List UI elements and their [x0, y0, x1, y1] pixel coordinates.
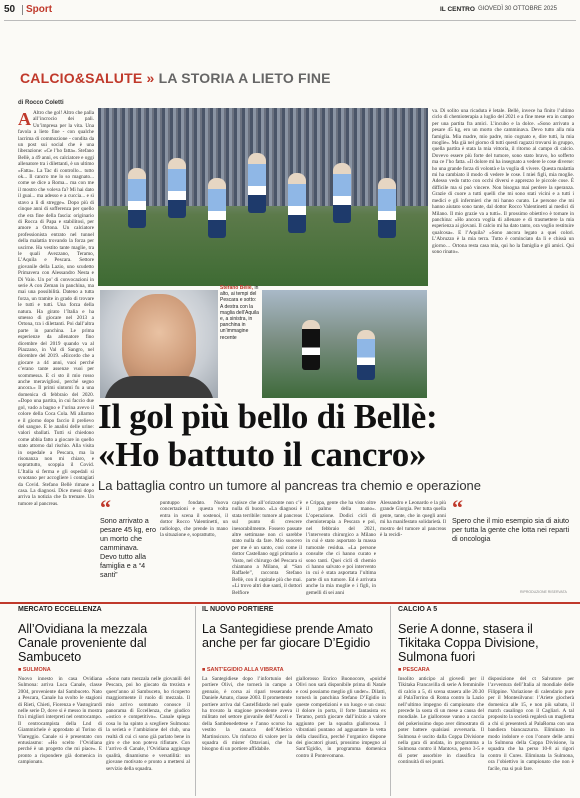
- brief-3-section: CALCIO A 5: [398, 606, 438, 613]
- player-figure: [333, 163, 351, 223]
- pull-quote-1: [100, 495, 156, 579]
- header-separator: [22, 5, 23, 15]
- player-figure: [357, 330, 375, 380]
- caption-text: in alto, ai tempi del Pescara e sotto: A destra con la maglia dell’Aquila e, a sinistra, in panchina in un’immagine recente: [220, 285, 259, 341]
- body-text-col1: Altro che gol! Altro che palla all’incrocio dei pali. Un’impresa per la vita. Una favola a lieto fine - con qualche lacrima di commozione - condita da un post sui social che è una liberazione: «Ce l’ho fatta». Stefano Bellè, a 49 anni, ex calciatore e oggi allenatore tra i dilettanti, è un ultimo «Fatta». La Tac di controllo... tutto ok... Il cancro me lo so magnato... come se dice a Roma... ma con me il mostro che voleva fa? Mi hai dato il guai... ma adesso e a cuccia... e sì stavo a lì di stregge». Dopo più di cinque anni di sofferenza per quello che era fine della fascia: originario di Rocca di Papa e stabilitosi, per amore a Ortona. Un calciatore professionista entrato nel tunnel della malattia trovando la forza per uscirne. Ha vestito tante maglie, tra le quali Avezzano, Teramo, L’Aquila e Pescara. Settore giovanile della Lazio, uno scudetto Primavera con Alessandro Nesta e Di Vaio. Un po’ di convocazioni in serie A con Zeman in panchina, ma mai una possibilità. Dateno a tutta forza, un tramite in grado di trovare le tutti e tutti. Una forza della natura. Ha girato l’Italia e ha smesso di giocare nel 2013 a Ortona, tra i dilettanti. Poi dall’altra parte in panchina. Le prima esperienze da allenatore fino dicembre del 2019 quando va al Piazzano, in Val di Sangro, nel dicembre del 2019. «Ricordo che a giocare a 44 anni, vuoi perché c’erano tante assenze vuoi per scommessa. E ci sto il mio rosso anche meravigliosi, perché segno ancora.» Il primi sintomi fu a una domenica di febbraio del 2020. «Dopo una partita, in cui faccio due gol, vado a bagno e l’urina avevo il colore della Coca Cola. Mi allarmo e il giorno dopo faccio il prelievo del sangue. E le analisi delle urine: valori sballati. Tutti si chiedono come abbia fatto a giocare in quello stato attorno dal rischio. Alla visita in ospedale a Pescara, ma la risonanza non mi chiaro, e soprattutto, scoppia il Covid. L’Italia si ferma e gli ospedali si svuotano per accogliere i contagiati da Covid. Stefano Bellè rimane a casa. La diagnosi. Dice messi dopo arriva la notizia che fa tremare. Un tumore al pancreas.: [18, 110, 94, 507]
- column-divider: [195, 606, 196, 796]
- headline-line-2: «Ho battuto il cancro»: [98, 435, 427, 474]
- brief-2-col-1: La Santegidiese dopo l’infortunio del portiere Olivi, che tornerà in campo a gennaio, è corsa ai ripari tesserando Daniele Amato, classe 2003. Il promettente portiere arriva dal Castelfidardo nel quale ha trovato la stagione precedente aveva militato nel settore giovanile dell’Ascoli e della Sambenedettese e l’anno scorso ha vestito la casacca dell’Atletico Martinsicuro. Un rinforzo di valore per la squadra di mister Ottaviani, che ha bisogno di un portiere affidabile.: [202, 676, 292, 753]
- brief-1-location: ■ SULMONA: [18, 667, 51, 673]
- kicker-separator: »: [146, 70, 155, 86]
- brief-1-section: MERCATO ECCELLENZA: [18, 606, 102, 613]
- player-figure: [378, 178, 396, 238]
- player-figure: [302, 320, 320, 370]
- kicker-topic: CALCIO&SALUTE: [20, 70, 143, 86]
- photo-caption: [220, 285, 260, 341]
- brief-1-col-1: Nuovo innesto in casa Ovidiana Sulmona: arriva Luca Canale, classe 2004, proveniente dal Sambuceto. Nato a Pescara, Canale ha svolto le stagioni di Rieti, Chieti, Fiorenza e Vastogirardi nelle serie D, dove si è messo in mostra fra i migliori interpreti nel centrocampo. Il centrocampista della Lnd di Giammichele è approdato al Torino di Viareggio. Canale si è presentato con entusiasmo: «Ho scelto l’Ovidiana perché è un progetto che mi piace». E pronto a rispondere già domenica in campionato.: [18, 676, 102, 766]
- headline-line-1: Il gol più bello di Bellè:: [98, 397, 438, 436]
- shirt: [104, 376, 214, 398]
- subheadline: La battaglia contro un tumore al pancreas tra chemio e operazione: [98, 478, 482, 493]
- article-kicker: [20, 70, 331, 86]
- body-column-1: [18, 110, 94, 598]
- brief-2-col-2: giallorosso Enrico Buonocore, «poiché Olivi non sarà disponibile prima di Natale e così possiamo meglio gli under». Dilatti, tornerà in panchina Stefano D’Egidio in queste competizioni e un luogo e un cosa: il dolore in porta, il forte fantasista ex Teramo, potrà giocare dall’inizio a valore aggiunto per la squadra giallorossa. I vibratiani puntano ad agguantare la vetta della classifica, perché l’organico dispone dei giocatori giusti, prossimo impegno al Sant’Egidio, in programma domenica contro il Pontevomano.: [296, 676, 386, 759]
- page-header: [0, 0, 580, 52]
- brief-2-headline[interactable]: La Santegidiese prende Amato anche per far giocare D’Egidio: [202, 622, 373, 650]
- issue-date: GIOVEDÌ 30 OTTOBRE 2025: [478, 6, 557, 12]
- brief-3-col-1: Insolito anticipo al giovedì per il Tikitaka Francavilla di serie A femminile di calcio a 5, di scena stasera alle 20.30 al PalaTorrino di Roma contro la Lazio nell’ultimo impegno di campionato che precede la sosta di un mese a causa del mondiale. Le giallorosse vanno a caccia del pokerissimo dopo aver dimostrato di poter battere qualsiasi avversaria. Il Sulmona è uscito dalla Coppa Divisione nella gara di andata, in programma a Sulmona contro il Mantova, perso 3-5 e di poter assorbire in classifica la continuità di sei punti.: [398, 676, 484, 766]
- photo-credit: RIPRODUZIONE RISERVATA: [520, 590, 567, 594]
- photo-portrait: [100, 290, 218, 398]
- bottom-rule: [0, 602, 580, 604]
- player-figure: [168, 158, 186, 218]
- quote-mark-icon: “: [452, 495, 463, 520]
- caption-name: Stefano Bellè,: [220, 285, 254, 291]
- pull-quote-text: Spero che il mio esempio sia di aiuto per tutta la gente che lotta nei reparti di oncologia: [452, 516, 570, 543]
- brief-1-col-2: «Sono nato mezzala nelle giovanili del Pescara, poi ho giocato da trezista e quest’anno al Sambuceto, ho ricoperto maggiormente il ruolo di mezzala. Il mio arrivo sommato conosce il panorama di Eccellenza, che giudico «ostico e competitivo». Canale spiega cosa lo ha spinto a scegliere Sulmona: la serietà e l’ambizione del club, una realtà di cui ci sono già parlato bene in giro e che non poteva rifiutare. Con l’arrivo di Canale, l’Ovidiana aggiunge qualità, dinamismo e versatilità: un giovane motivato e pronto a mettersi al servizio della squadra.: [106, 676, 190, 772]
- player-figure: [208, 178, 226, 238]
- brief-3-location: ■ PESCARA: [398, 667, 430, 673]
- body-column-right: va. Di solito una ricaduta è letale. Bellè, invece ha finito l’ultimo ciclo di chemioterapia a luglio del 2021 e a fine mese era in campo per una partita fra amici. L’incubo e la dolce. «Sono arrivato a pesare 45 kg, ero un morto che camminava. Devo tutto alla mia famiglia. Mia madre, mio padre, mio cognato e, dire tutti, la mia moglie». Ma già nel giorno di tutti questi ragazzi trovarsi in gruppo, quella partita è stata la mia vittoria, il ritorno al campo di calcio. Dovevo essere più forte del tumore, sono stato bravo, ho sofferto ma ce l’ho fatta. «Il dolore mi ha insegnato a vedere le cose diverse: ho una grande forza di volontà e la voglia di vivere. Questa malattia mi ha cambiato il modo di vedere le cose. I miei figli, mia moglie. Adesso vedo tutto con occhi diversi e apprezzo le piccole cose. È difficile ma si può vincere. Non bisogna mai perdere la speranza. Grazie di cuore a tutti quelli che mi sono stati vicini e a tutti i medici e gli infermieri che mi hanno curato. Le persone che mi hanno aiutato sono tante, dal dottor Rocco Valentinetti ai medici di Milano. Il mio grazie va a tutti». Il prossimo obiettivo è tornare in panchina: «Ho ancora voglia di allenare e di trasmettere la mia esperienza ai giovani. Il calcio mi ha dato tanto, ora voglio restituire qualcosa». E l’Aquila? «Sono ancora legato a quei colori. L’Abruzzo è la mia terra. Tutto è cominciato da lì e chissà un giorno… Ortona resta casa mia, qui ho la famiglia e gli amici. Qui sono rinato».: [432, 108, 574, 255]
- photo-match-action: [262, 290, 427, 398]
- body-column-d: Alessandro e Leonardo e la più grande Giorgia. Per tutta quella gente, tante, che in quegli anni mi ha manifestato solidarietà. Il mostro del tumore al pancreas è la recidi-: [380, 500, 446, 539]
- body-column-c: e Crippa, gente che ha visto oltre il palmo della mano». L’operazione. Dodici cicli di chemioterapia a Pescara e poi, nel febbraio del 2021, l’intervento chirurgico a Milano in cui è stato asportato la massa tumorale residua. «La persone consulte che ci hanno curato e sono tanti. Quei cicli di chemio ci hanno salvato e poi intervento in cui è stata asportata l’ultima parte di un tumore. Ed è arrivata anche la mia moglie e i figli, in gemelli di sei anni: [306, 500, 376, 596]
- section-name[interactable]: Sport: [26, 4, 53, 15]
- byline: di Rocco Coletti: [18, 100, 64, 106]
- player-figure: [128, 168, 146, 228]
- page-number: 50: [4, 4, 16, 15]
- body-column-a: puntuppo fondato. Nuova concertazioni e questa volta entra in scena il sostenoi, il dottor Rocco Valentinetti, un radiologo, che prende in mano la situazione e, soprattutto,: [160, 500, 228, 539]
- newspaper-name: IL CENTRO: [440, 6, 475, 13]
- brief-3-headline[interactable]: Serie A donne, stasera il Tikitaka Coppa Divisione, Sulmona fuori: [398, 622, 539, 664]
- header-rule: [4, 20, 576, 21]
- photo-team-celebration: [98, 108, 428, 286]
- quote-mark-icon: “: [100, 495, 111, 520]
- kicker-subtitle: LA STORIA A LIETO FINE: [158, 70, 331, 86]
- brief-2-section: IL NUOVO PORTIERE: [202, 606, 274, 613]
- brief-3-col-2: disposizione del ct Salvatore per l’avventura dell’Italia al mondiale delle Filippine. Variazione di calendario pure per il Montesilvano: l’Ariete giocherà domenica alle 15, e non più sabato, il match casalingo con il Cagliari. A tal proposito la società regalerà un maglietta a chi si presenterà al PalaRoma con una bandiera biancazzurra. Eliminato in modo indolore e con l’onore delle armi la Sulmona della Coppa Divisione, la squadra che ha perso 10-8 ai rigori contro il Cures. Eliminata la Sulmona, ora l’obiettivo in campionato che non è facile, ma si può fare.: [488, 676, 574, 772]
- drop-cap: A: [18, 110, 31, 129]
- body-column-b: capisce che all’orizzonte non c’è nulla di buono. «La diagnosi è stata terribile: tumore al pancreas sul punto di crescere inesorabilmente. Fossero passate altre settimane non ci sarebbe stato nulla da fare. Mio suocero per me è un santo, così come il dottor Castellano oggi primario a Vasto, nel chirurgo del Pescara si chiamano a Milano, al “San Raffaele”, racconta Stefano Bellè, con il capitale più che mai. «Li trovo altri due santi, il dottori Belfiore: [232, 500, 302, 596]
- player-figure: [288, 173, 306, 233]
- column-divider: [390, 606, 391, 796]
- pull-quote-text: Sono arrivato a pesare 45 kg, ero un morto che camminava. Devo tutto alla famiglia e a “4 santi”: [100, 516, 156, 579]
- brief-2-location: ■ SANT’EGIDIO ALLA VIBRATA: [202, 667, 284, 673]
- player-figure: [248, 153, 266, 213]
- brief-1-headline[interactable]: All’Ovidiana la mezzala Canale proveniente dal Sambuceto: [18, 622, 148, 664]
